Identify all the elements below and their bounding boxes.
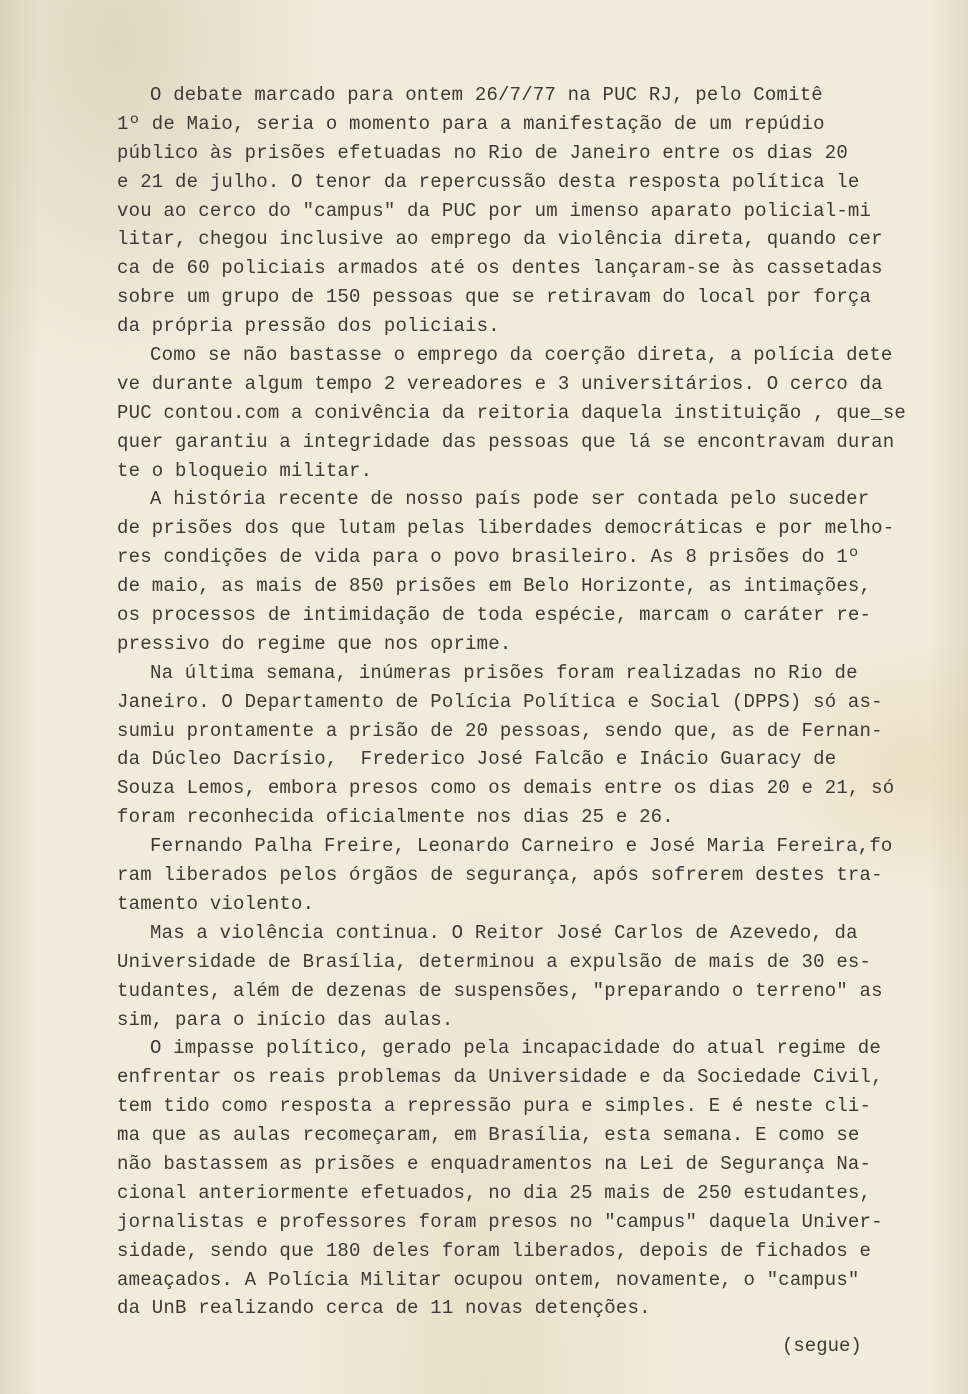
text-line: Janeiro. O Departamento de Polícia Política e Social (DPPS) só as- [117,690,883,713]
text-line: da UnB realizando cerca de 11 novas detenções. [117,1297,651,1320]
text-line: pressivo do regime que nos oprime. [117,632,512,655]
text-line: sobre um grupo de 150 pessoas que se retiravam do local por força [117,286,872,309]
text-line: Fernando Palha Freire, Leonardo Carneiro e José Maria Fereira,fo [150,835,893,858]
text-line: da Dúcleo Dacrísio, Frederico José Falcão e Inácio Guaracy de [117,748,837,771]
text-line: enfrentar os reais problemas da Universidade e da Sociedade Civil, [117,1066,883,1089]
text-line: foram reconhecida oficialmente nos dias 25 e 26. [117,806,674,829]
text-line: Universidade de Brasília, determinou a expulsão de mais de 30 es- [117,950,872,973]
typewritten-document [117,81,917,1323]
text-line: A história recente de nosso país pode ser contada pelo suceder [150,488,870,511]
paragraph [117,1034,917,1323]
text-line: sumiu prontamente a prisão de 20 pessoas, sendo que, as de Fernan- [117,719,883,742]
text-line: de prisões dos que lutam pelas liberdades democráticas e por melho- [117,517,895,540]
text-line: cional anteriormente efetuados, no dia 25 mais de 250 estudantes, [117,1181,872,1204]
text-line: da própria pressão dos policiais. [117,315,500,338]
text-line: ca de 60 policiais armados até os dentes lançaram-se às cassetadas [117,257,883,280]
text-line: O impasse político, gerado pela incapacidade do atual regime de [150,1037,881,1060]
text-line: público às prisões efetuadas no Rio de Janeiro entre os dias 20 [117,141,848,164]
text-line: Souza Lemos, embora presos como os demais entre os dias 20 e 21, só [117,777,895,800]
paragraph [117,81,917,341]
text-line: ameaçados. A Polícia Militar ocupou ontem, novamente, o "campus" [117,1268,860,1291]
text-line: tudantes, além de dezenas de suspensões, "preparando o terreno" as [117,979,883,1002]
text-line: te o bloqueio militar. [117,459,373,482]
paragraph [117,919,917,1035]
text-line: tamento violento. [117,892,315,915]
paragraph [117,659,917,832]
text-line: sim, para o início das aulas. [117,1008,454,1031]
text-line: O debate marcado para ontem 26/7/77 na PUC RJ, pelo Comitê [150,84,823,106]
text-line: 1º de Maio, seria o momento para a manifestação de um repúdio [117,112,825,135]
text-line: de maio, as mais de 850 prisões em Belo Horizonte, as intimações, [117,575,872,598]
text-line: vou ao cerco do "campus" da PUC por um imenso aparato policial-mi [117,199,872,222]
text-line: Mas a violência continua. O Reitor José Carlos de Azevedo, da [150,921,858,944]
text-line: e 21 de julho. O tenor da repercussão desta resposta política le [117,170,860,193]
text-line: tem tido como resposta a repressão pura e simples. E é neste cli- [117,1095,872,1118]
text-line: res condições de vida para o povo brasileiro. As 8 prisões do 1º [117,546,860,569]
text-line: litar, chegou inclusive ao emprego da violência direta, quando cer [117,228,883,251]
paragraph [117,485,917,658]
continuation-note: (segue) [782,1335,862,1357]
text-line: sidade, sendo que 180 deles foram liberados, depois de fichados e [117,1239,872,1262]
text-line: Na última semana, inúmeras prisões foram realizadas no Rio de [150,661,858,684]
paragraph [117,832,917,919]
text-line: PUC contou.com a conivência da reitoria daquela instituição , que_se [117,401,906,424]
text-line: Como se não bastasse o emprego da coerção direta, a polícia dete [150,344,893,367]
text-line: ma que as aulas recomeçaram, em Brasília, esta semana. E como se [117,1124,860,1147]
text-line: ve durante algum tempo 2 vereadores e 3 universitários. O cerco da [117,372,883,395]
paragraph [117,341,917,485]
text-line: jornalistas e professores foram presos no "campus" daquela Univer- [117,1210,883,1233]
text-line: ram liberados pelos órgãos de segurança, após sofrerem destes tra- [117,864,883,887]
text-line: quer garantiu a integridade das pessoas que lá se encontravam duran [117,430,895,453]
text-line: os processos de intimidação de toda espécie, marcam o caráter re- [117,604,872,627]
text-line: não bastassem as prisões e enquadramentos na Lei de Segurança Na- [117,1152,872,1175]
